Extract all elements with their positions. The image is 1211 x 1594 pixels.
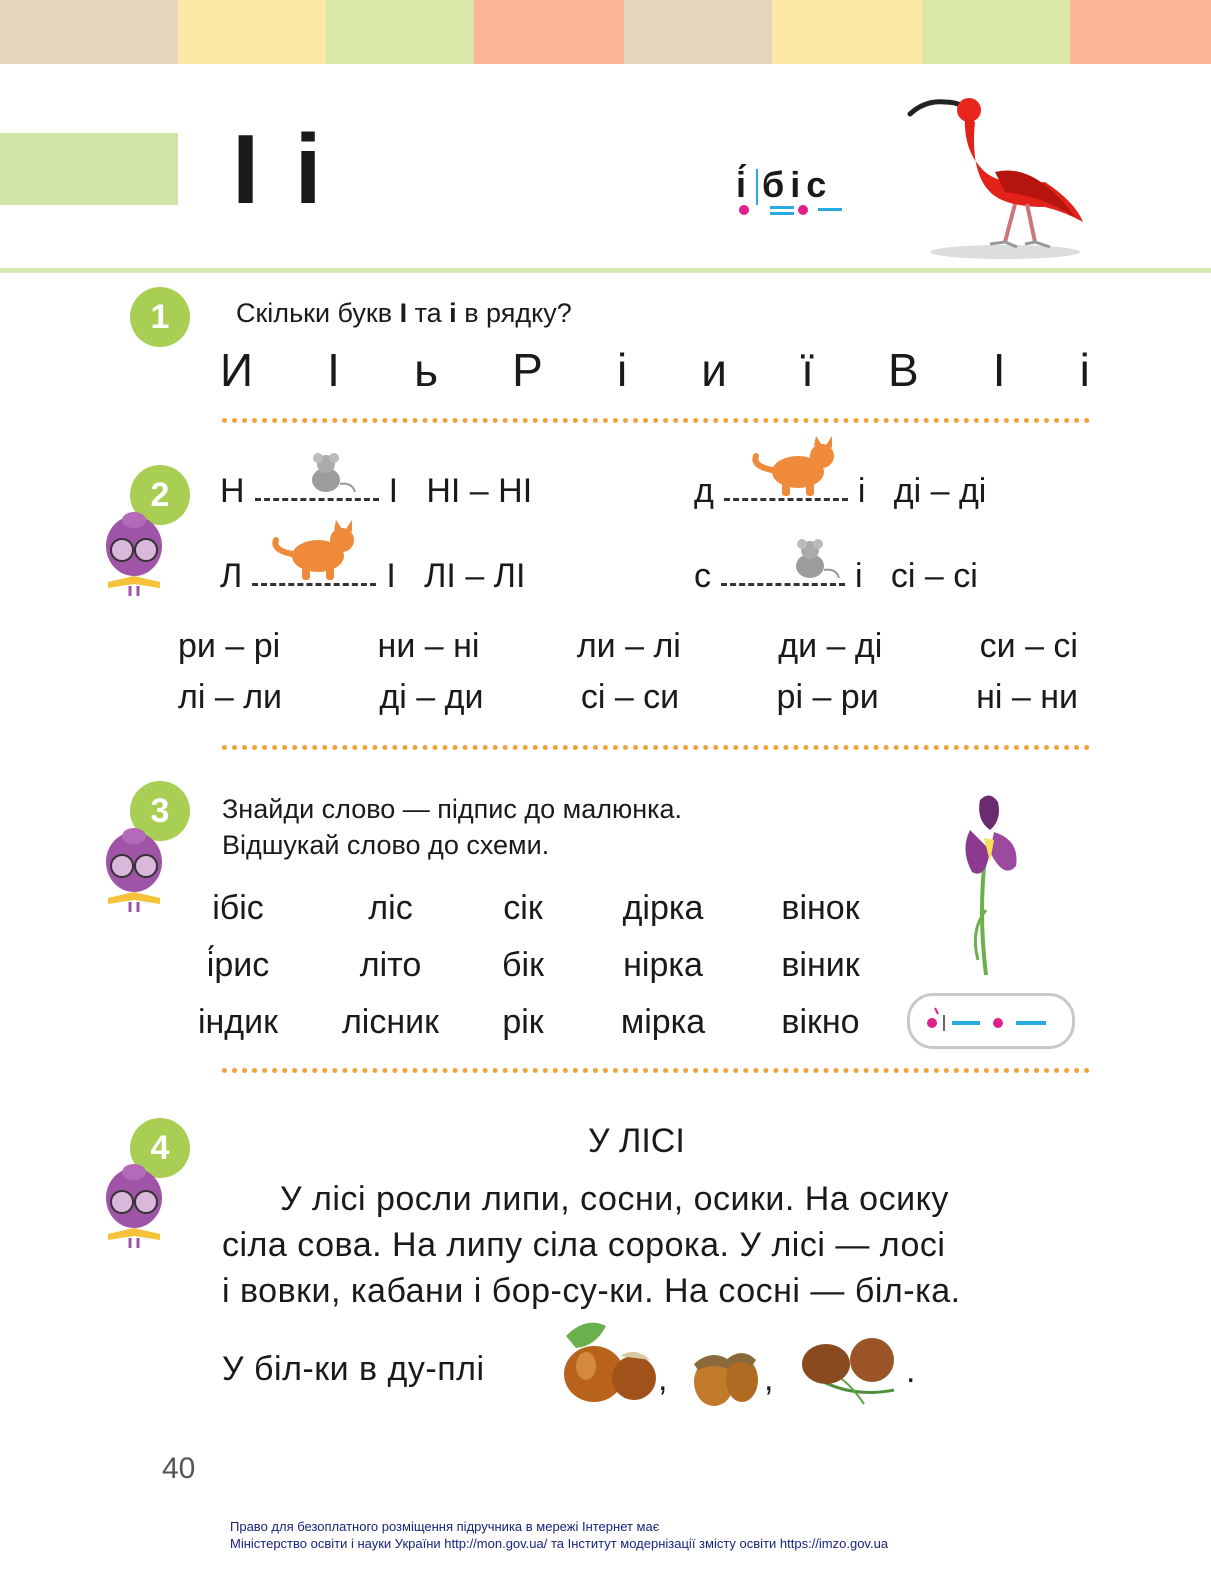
sound-scheme-icon (910, 996, 1072, 1046)
stripe (0, 0, 178, 64)
syllable-result: НІ – НІ (426, 472, 533, 510)
hazelnut-icon (556, 1316, 660, 1406)
letter-item: И (220, 344, 254, 396)
word: віник (781, 946, 860, 984)
punctuation: , (658, 1360, 668, 1398)
word: лісник (341, 1003, 440, 1041)
word: і́рис (206, 946, 270, 984)
letter-item: Р (512, 344, 543, 396)
iris-flower-icon (950, 790, 1030, 980)
story-line: У лісі росли липи, сосни, осики. На осику (280, 1180, 949, 1218)
word-row (188, 994, 888, 1051)
word: ліс (368, 889, 413, 927)
word-row (188, 880, 888, 937)
vowel: І (386, 557, 396, 595)
consonant: Л (220, 557, 243, 595)
task-number: 2 (130, 465, 190, 525)
word: дірка (622, 889, 704, 927)
syllable-builder (220, 557, 525, 596)
stripe (178, 0, 326, 64)
task-number: 3 (130, 781, 190, 841)
page-title-letter: І і (232, 114, 326, 224)
reading-owl-icon (102, 1162, 166, 1250)
punctuation: , (764, 1360, 774, 1398)
task-number: 4 (130, 1118, 190, 1178)
word-grid (188, 880, 888, 1051)
mouse-icon (300, 452, 358, 498)
consonant: д (694, 472, 714, 510)
word: літо (359, 946, 422, 984)
dotted-separator (222, 1068, 1090, 1073)
cat-icon (752, 436, 842, 498)
task3-instruction: Знайди слово — підпис до малюнка. (222, 794, 683, 824)
task-number: 1 (130, 287, 190, 347)
header-divider (0, 268, 1211, 273)
letter-item: І (327, 344, 340, 396)
letter-item: ь (414, 344, 439, 396)
page-number: 40 (162, 1452, 196, 1485)
word: ібіс (212, 889, 264, 927)
story-title: У ЛІСІ (588, 1122, 685, 1160)
task1-question (236, 298, 572, 329)
story-line: У біл-ки в ду-плі (222, 1350, 485, 1388)
word: індик (197, 1003, 279, 1041)
reading-owl-icon (102, 826, 166, 914)
question-letter: і (449, 298, 457, 328)
footer-text: Право для безоплатного розміщення підручника в мережі Інтернет має (230, 1519, 660, 1534)
story-line: сіла сова. На липу сіла сорока. У лісі — лосі (222, 1226, 946, 1264)
vowel: і (857, 472, 866, 510)
word-char: б (762, 164, 791, 205)
word: вінок (781, 889, 860, 927)
word-char: с (806, 164, 833, 205)
word: сік (503, 889, 543, 927)
syllable-pair: ни – ні (377, 627, 480, 665)
word-ibis (736, 164, 832, 206)
question-text: та (407, 298, 450, 328)
vowel: і (855, 557, 863, 595)
mouse-icon (784, 538, 842, 584)
task3-instruction: Відшукай слово до схеми. (222, 830, 550, 860)
word: рік (502, 1003, 544, 1041)
stripe (624, 0, 772, 64)
question-text: в рядку? (456, 298, 572, 328)
cat-icon (272, 520, 362, 582)
word: бік (502, 946, 544, 984)
word: мірка (620, 1003, 706, 1041)
letter-item: и (701, 344, 727, 396)
syllable-pair: ли – лі (576, 627, 681, 665)
stripe (922, 0, 1070, 64)
syllable-result: сі – сі (890, 557, 978, 595)
dotted-separator (222, 418, 1090, 423)
syllable-pair: ді – ди (379, 678, 484, 716)
stripe (326, 0, 474, 64)
stripe (772, 0, 922, 64)
letter-item: і (1079, 344, 1090, 396)
question-letter: І (399, 298, 408, 328)
dash-line (252, 583, 376, 586)
syllable-divider (756, 169, 758, 205)
syllable-pair: сі – си (580, 678, 680, 716)
punctuation: . (906, 1352, 916, 1390)
stripe (1070, 0, 1211, 64)
syllable-pair: ні – ни (976, 678, 1078, 716)
consonant: Н (220, 472, 245, 510)
footer-text: Міністерство освіти і науки України http://mon.gov.ua/ та Інститут модернізації змісту освіти https://imzo.gov.ua (230, 1536, 889, 1551)
letter-marker-bar (0, 133, 178, 205)
letter-item: В (887, 344, 919, 396)
word-scheme-box (907, 993, 1075, 1049)
syllable-row (178, 627, 1078, 666)
letter-item: і (616, 344, 628, 396)
syllable-pair: лі – ли (178, 678, 283, 716)
vowel: І (388, 472, 399, 510)
letter-item: І (992, 344, 1006, 396)
consonant: с (694, 557, 711, 595)
word: вікно (781, 1003, 860, 1041)
syllable-result: ЛІ – ЛІ (424, 557, 526, 595)
dotted-separator (222, 745, 1090, 750)
syllable-pair: рі – ри (776, 678, 879, 716)
stripe (474, 0, 624, 64)
word-char: і (790, 164, 807, 205)
acorn-icon (686, 1334, 766, 1410)
syllable-builder (220, 472, 532, 511)
story-line: і вовки, кабани і бор-су-ки. На сосні — біл-ка. (222, 1272, 961, 1310)
sound-scheme-icon (736, 202, 846, 218)
word-char: і́ (736, 164, 753, 205)
ibis-bird-icon (905, 92, 1090, 262)
word: нірка (623, 946, 703, 984)
syllable-result: ді – ді (893, 472, 987, 510)
letter-item: ї (801, 344, 814, 396)
pine-cone-icon (794, 1330, 906, 1410)
syllable-pair: си – сі (979, 627, 1078, 665)
reading-owl-icon (102, 510, 166, 598)
syllable-pair: ди – ді (778, 627, 883, 665)
word-row (188, 937, 888, 994)
syllable-pair: ри – рі (178, 627, 281, 665)
question-text: Скільки букв (236, 298, 400, 328)
syllable-row (178, 678, 1078, 717)
letter-row (220, 343, 1090, 397)
